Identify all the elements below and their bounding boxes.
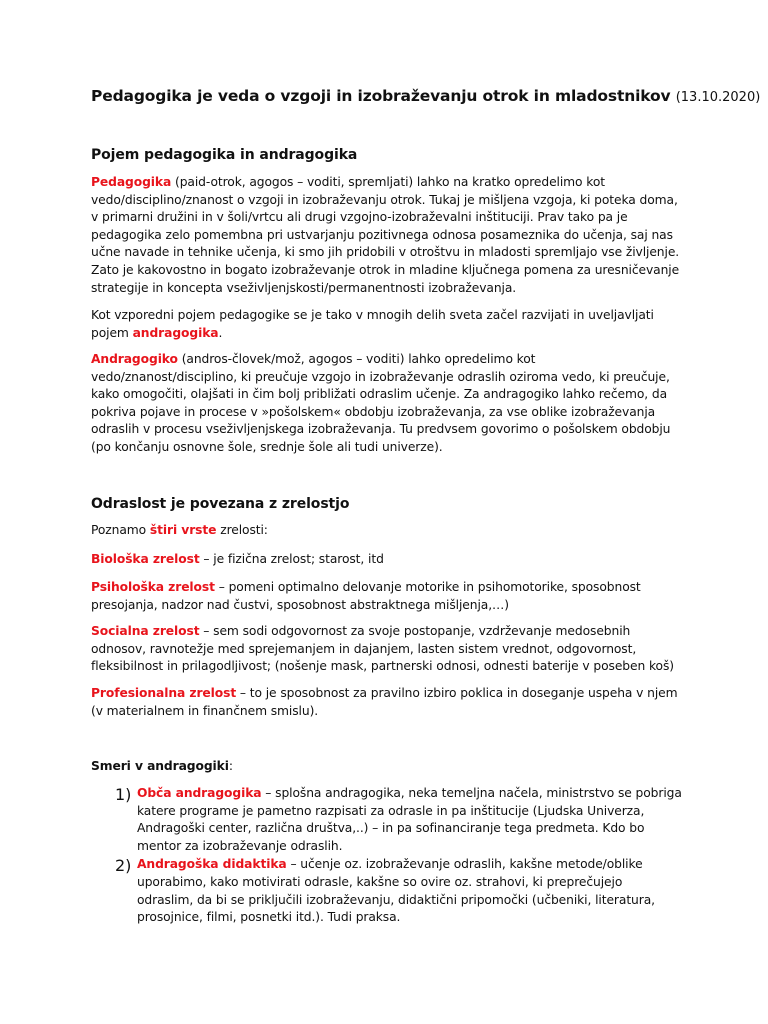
ordered-list-smeri: [91, 785, 682, 927]
paragraph-end: .: [218, 325, 223, 340]
section-smeri: [91, 758, 682, 776]
intro-before: Poznamo: [91, 523, 150, 537]
section-heading-pojem: Pojem pedagogika in andragogika: [91, 147, 358, 163]
list-item-socialna: [91, 623, 682, 676]
list-item-andragoska-didaktika: [91, 856, 682, 926]
section-heading-smeri: Smeri v andragogiki: [91, 759, 229, 773]
term-pedagogika: Pedagogika: [91, 175, 172, 189]
term-socialna-zrelost: Socialna zrelost: [91, 624, 200, 638]
term-psiholoska-zrelost: Psihološka zrelost: [91, 580, 215, 594]
section-heading-odraslost: Odraslost je povezana z zrelostjo: [91, 496, 350, 512]
paragraph-text: Kot vzporedni pojem pedagogike se je tako v mnogih delih sveta začel razvijati in uveljavljati pojem: [91, 308, 654, 340]
item-text: – to je sposobnost za pravilno izbiro poklica in doseganje uspeha v njem (v materialnem in finančnem smislu).: [91, 686, 678, 718]
term-bioloska-zrelost: Biološka zrelost: [91, 552, 200, 566]
paragraph-vzporedni-pojem: [91, 307, 682, 342]
list-item-psiholoska: [91, 579, 682, 614]
list-number: 2): [115, 856, 132, 876]
item-text: – učenje oz. izobraževanje odraslih, kakšne metode/oblike uporabimo, kako motivirati odrasle, kakšne so ovire oz. strahovi, ki preprečujejo odraslim, da bi se priključili izobraževanju, didaktični pripomočki (učbeniki, literatura, prosojnice, filmi, posnetki itd.). Tudi praksa.: [137, 857, 655, 925]
item-text: – je fizična zrelost; starost, itd: [199, 552, 384, 566]
term-andragogiko: Andragogiko: [91, 352, 178, 366]
heading-suffix: :: [228, 759, 233, 773]
item-text: – sem sodi odgovornost za svoje postopanje, vzdrževanje medosebnih odnosov, ravnotežje med sprejemanjem in dajanjem, lasten sistem vrednot, odgovornost, fleksibilnost in prilagodljivost; (nošenje mask, partnerski odnosi, odnesti baterije v poseben koš): [91, 624, 674, 674]
item-text: – splošna andragogika, neka temeljna načela, ministrstvo se pobriga katere programe je pametno razpisati za odrasle in pa inštitucije (Ljudska Univerza, Andragoški center, različna društva,..) – in pa sofinanciranje tega predmeta. Kdo bo mentor za izobraževanje odraslih.: [137, 786, 682, 853]
term-stiri-vrste: štiri vrste: [149, 523, 217, 537]
intro-after: zrelosti:: [216, 523, 268, 537]
term-andragogika: andragogika: [132, 325, 219, 340]
list-item-obca-andragogika: [91, 785, 682, 855]
term-andragoska-didaktika: Andragoška didaktika: [137, 857, 287, 872]
title-text: Pedagogika je veda o vzgoji in izobraževanju otrok in mladostnikov: [91, 87, 671, 105]
paragraph-stiri-vrste: [91, 522, 682, 540]
list-item-profesionalna: [91, 685, 682, 720]
list-number: 1): [115, 785, 132, 804]
term-obca-andragogika: Obča andragogika: [137, 786, 262, 800]
list-item-bioloska: [91, 551, 682, 569]
paragraph-pedagogika: [91, 174, 682, 297]
page-title: [91, 85, 761, 109]
section-pojem: [91, 145, 682, 165]
paragraph-andragogiko: [91, 351, 682, 457]
title-date: (13.10.2020): [675, 90, 761, 105]
term-profesionalna-zrelost: Profesionalna zrelost: [91, 686, 237, 700]
paragraph-text: (andros-človek/mož, agogos – voditi) lahko opredelimo kot vedo/znanost/disciplino, ki preučuje vzgojo in izobraževanje odraslih oziroma vedo, ki preučuje, kako omogočiti, olajšati in čim bolj približati odraslim učenje. Za andragogiko lahko rečemo, da pokriva pojave in procese v »pošolskem« obdobju izobraževanja, za vse oblike izobraževanja odraslih v procesu vseživljenjskega izobraževanja. Tu predvsem govorimo o pošolskem obdobju (po končanju osnovne šole, srednje šole ali tudi univerze).: [91, 352, 671, 454]
section-odraslost: [91, 494, 682, 514]
paragraph-text: (paid-otrok, agogos – voditi, spremljati) lahko na kratko opredelimo kot vedo/disciplino/znanost o vzgoji in izobraževanju otrok. Tukaj je mišljena vzgoja, ki poteka doma, v primarni družini in v šoli/vrtcu ali drugi vzgojno-izobraževalni inštituciji. Prav tako pa je pedagogika zelo pomembna pri ustvarjanju pozitivnega odnosa posameznika do učenja, saj nas učne navade in tehnike učenja, ki smo jih pridobili v otroštvu in mladosti spremljajo vse življenje. Zato je kakovostno in bogato izobraževanje otrok in mladine ključnega pomena za uresničevanje strategije in koncepta vseživljenjskosti/permanentnosti izobraževanja.: [91, 175, 680, 295]
item-text: – pomeni optimalno delovanje motorike in psihomotorike, sposobnost presojanja, nadzor nad čustvi, sposobnost abstraktnega mišljenja,…): [91, 580, 641, 612]
